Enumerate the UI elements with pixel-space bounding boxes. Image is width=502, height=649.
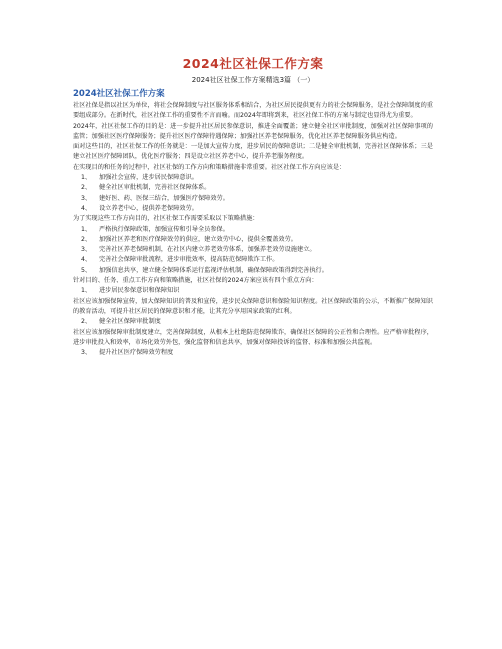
focus-heading-1: 1、 进步居民参保意识和保障知识 <box>81 287 180 295</box>
focus-heading-2: 2、 健全社区保障审批制度 <box>81 318 161 326</box>
paragraph-focus-2: 社区应该加强保障审批制度建立，完善保障制度，从根本上杜绝防范保障欺诈，确保社区保障的公正性和合理性。应严格审批程序，进步审批投入和效率，市场化效劳外包，强化监督和信息共享，加强对保障投诉的监督、标准和加强公共监视。 <box>73 328 433 346</box>
list-item: 1、 严格执行保障政策，加强宣传和引导全员参保。 <box>81 225 229 233</box>
focus-heading-3: 3、 提升社区医疗保障效劳程度 <box>81 349 174 357</box>
list-item: 1、 加强社会宣传，进步居民保障意识。 <box>81 174 198 182</box>
paragraph-measures-intro: 为了实现这些工作方向目的，社区社保工作需要采取以下策略措施： <box>73 215 259 223</box>
paragraph-directions-intro: 在实现目的和任务的过程中，社区社保的工作方向和策略措施非常重要。社区社保工作方向应该是： <box>73 163 346 171</box>
paragraph-tasks: 面对这些目的，社区社保工作的任务就是：一是加大宣传力度，进步居民的保障意识；二是健全审批机制，完善社区保障体系；三是建立社区医疗保障团队，优化医疗服务；四是设立社区养老中心，提升养老服务程度。 <box>73 143 433 161</box>
paragraph-focus-1: 社区应该加强保障宣传，加大保障知识的普及和宣传，进步民众保障意识和保险知识程度。社区保障政策的公示，不断推广保障知识的教育活动，可提升社区居民的保障意识和才能，让其充分享用国家政策的红利。 <box>73 297 433 315</box>
paragraph-intro: 社区社保是指以社区为单位，将社会保障制度与社区服务体系相结合，为社区居民提供更有力的社会保障服务，是社会保障制度的重要组成部分。在新时代，社区社保工作的重要性不言而喻。而2024年即将到来，社区社保工作的方案与制定也显得尤为重要。 <box>73 102 433 120</box>
paragraph-goals: 2024年，社区社保工作的目的是：进一步提升社区居民参保意识，推进全面覆盖；建立健全社区审批制度，加强对社区保障事项的监管；加强社区医疗保障服务；提升社区医疗保障待遇保障；加强社区养老保障服务，优化社区养老保障服务供应构造。 <box>73 122 433 140</box>
list-item: 5、 加强信息共享，建立健全保障体系运行监视评估机制，确保保障政策得到完善执行。 <box>81 266 328 274</box>
list-item: 4、 完善社会保障审批流程，进步审批效率，提高防范保障欺诈工作。 <box>81 256 279 264</box>
document-title: 2024社区社保工作方案 <box>182 56 324 71</box>
paragraph-focus-intro: 针对目的、任务、重点工作方向和策略措施，社区社保的2024方案应该有四个重点方向： <box>73 277 318 285</box>
document-subtitle: 2024社区社保工作方案精选3篇 （一） <box>191 76 315 84</box>
document-page <box>73 56 433 358</box>
list-item: 2、 健全社区审批机制，完善社区保障体系。 <box>81 184 211 192</box>
section-heading: 2024社区社保工作方案 <box>73 89 165 99</box>
list-item: 4、 设立养老中心，提供养老保障效劳。 <box>81 204 198 212</box>
list-item: 3、 建好医、药、医保三结合，加强医疗保障效劳。 <box>81 194 229 202</box>
list-item: 3、 完善社区养老保障机制，在社区内建立养老效劳体系，加强养老效劳设施建立。 <box>81 246 316 254</box>
list-item: 2、 加强社区养老和医疗保障效劳的供应，建立效劳中心，提供全覆盖效劳。 <box>81 235 297 243</box>
